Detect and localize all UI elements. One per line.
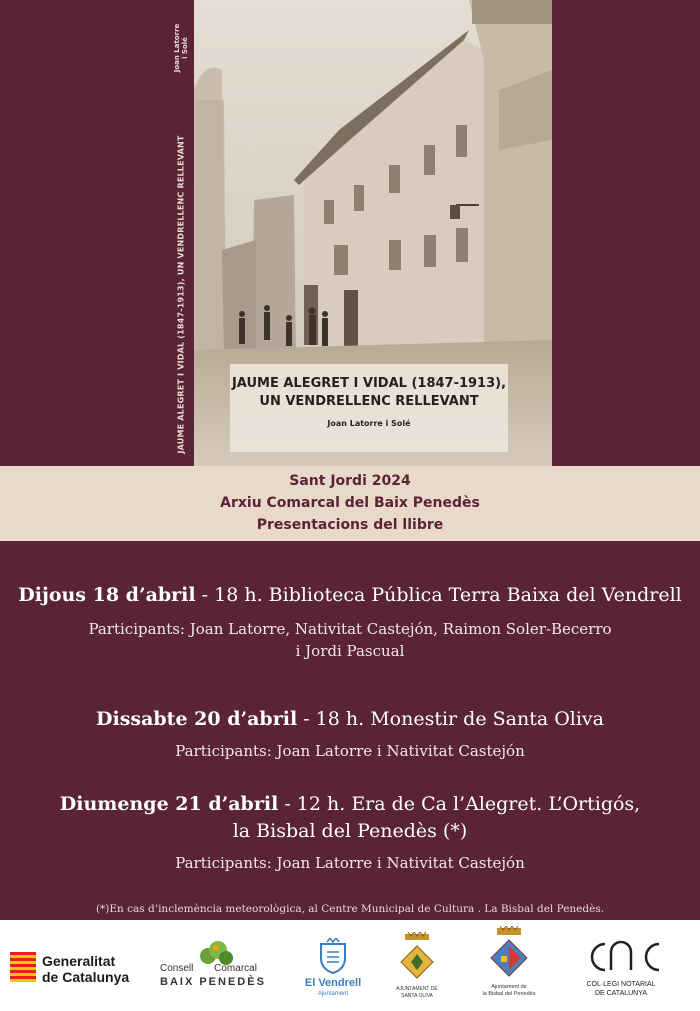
event-1-participants: Participants: Joan Latorre, Nativitat Castejón, Raimon Soler-Becerro xyxy=(88,620,612,638)
comarcal-word: Comarcal xyxy=(214,963,257,974)
band-line-2: Arxiu Comarcal del Baix Penedès xyxy=(220,495,480,511)
event-2-day: Dissabte 20 d’abril xyxy=(96,708,298,730)
book-title-line1: JAUME ALEGRET I VIDAL (1847-1913), xyxy=(231,376,507,391)
notarial-line1: COL·LEGI NOTARIAL xyxy=(586,981,656,988)
santa-oliva-shield-icon xyxy=(399,932,435,982)
senyera-icon xyxy=(10,952,36,982)
logo-collegi-notarial xyxy=(574,920,668,1011)
event-3 xyxy=(0,791,700,874)
logo-generalitat xyxy=(8,920,148,1011)
book-title-line2: UN VENDRELLENC RELLEVANT xyxy=(259,394,479,409)
event-3-details: - 12 h. Era de Ca l’Alegret. L’Ortigós, xyxy=(278,793,641,815)
event-2 xyxy=(0,706,700,762)
la-bisbal-line1: Ajuntament de xyxy=(491,984,527,990)
poster-header xyxy=(0,0,700,466)
event-2-details: - 18 h. Monestir de Santa Oliva xyxy=(297,708,604,730)
vendrell-name: El Vendrell xyxy=(304,977,362,989)
band-line-1: Sant Jordi 2024 xyxy=(289,473,411,489)
logo-consell-comarcal xyxy=(158,920,278,1011)
logo-santa-oliva xyxy=(384,920,450,1011)
spine-title: JAUME ALEGRET I VIDAL (1847-1913), UN VENDRELLENC RELLEVANT xyxy=(176,135,186,454)
footnote: (*)En cas d’inclemència meteorològica, al Centre Municipal de Cultura . La Bisbal del Penedès. xyxy=(95,903,605,915)
vendrell-sub: Ajuntament xyxy=(317,991,349,997)
santa-oliva-line2: SANTA OLIVA xyxy=(401,993,433,999)
band-line-3: Presentacions del llibre xyxy=(256,517,444,533)
santa-oliva-line1: AJUNTAMENT DE xyxy=(396,986,438,992)
event-3-day: Diumenge 21 d’abril xyxy=(59,793,279,815)
logo-el-vendrell xyxy=(296,920,370,1011)
vendrell-shield-icon xyxy=(318,938,348,974)
spine-author: Joan Latorre i Solé xyxy=(173,23,189,73)
notarial-monogram-icon xyxy=(579,940,663,974)
event-3-details-cont: la Bisbal del Penedès (*) xyxy=(232,820,468,842)
logo-la-bisbal xyxy=(468,920,550,1011)
notarial-line2: DE CATALUNYA xyxy=(594,990,648,997)
consell-line2: BAIX PENEDÈS xyxy=(160,976,266,988)
la-bisbal-shield-icon xyxy=(489,926,529,978)
generalitat-line2: de Catalunya xyxy=(42,969,130,985)
event-1 xyxy=(0,582,700,662)
la-bisbal-line2: la Bisbal del Penedès xyxy=(482,991,536,997)
event-1-participants-cont: i Jordi Pascual xyxy=(295,642,405,660)
book-title-box xyxy=(230,364,508,452)
event-1-details: - 18 h. Biblioteca Pública Terra Baixa del Vendrell xyxy=(195,584,682,606)
generalitat-line1: Generalitat xyxy=(42,953,116,969)
sponsor-logos xyxy=(0,920,700,1011)
event-1-day: Dijous 18 d’abril xyxy=(18,584,196,606)
event-2-participants: Participants: Joan Latorre i Nativitat Castejón xyxy=(175,742,525,760)
book-spine xyxy=(168,0,194,466)
book-author: Joan Latorre i Solé xyxy=(327,419,411,428)
event-info-band xyxy=(0,466,700,541)
event-3-participants: Participants: Joan Latorre i Nativitat Castejón xyxy=(175,854,525,872)
consell-word: Consell xyxy=(160,963,194,974)
